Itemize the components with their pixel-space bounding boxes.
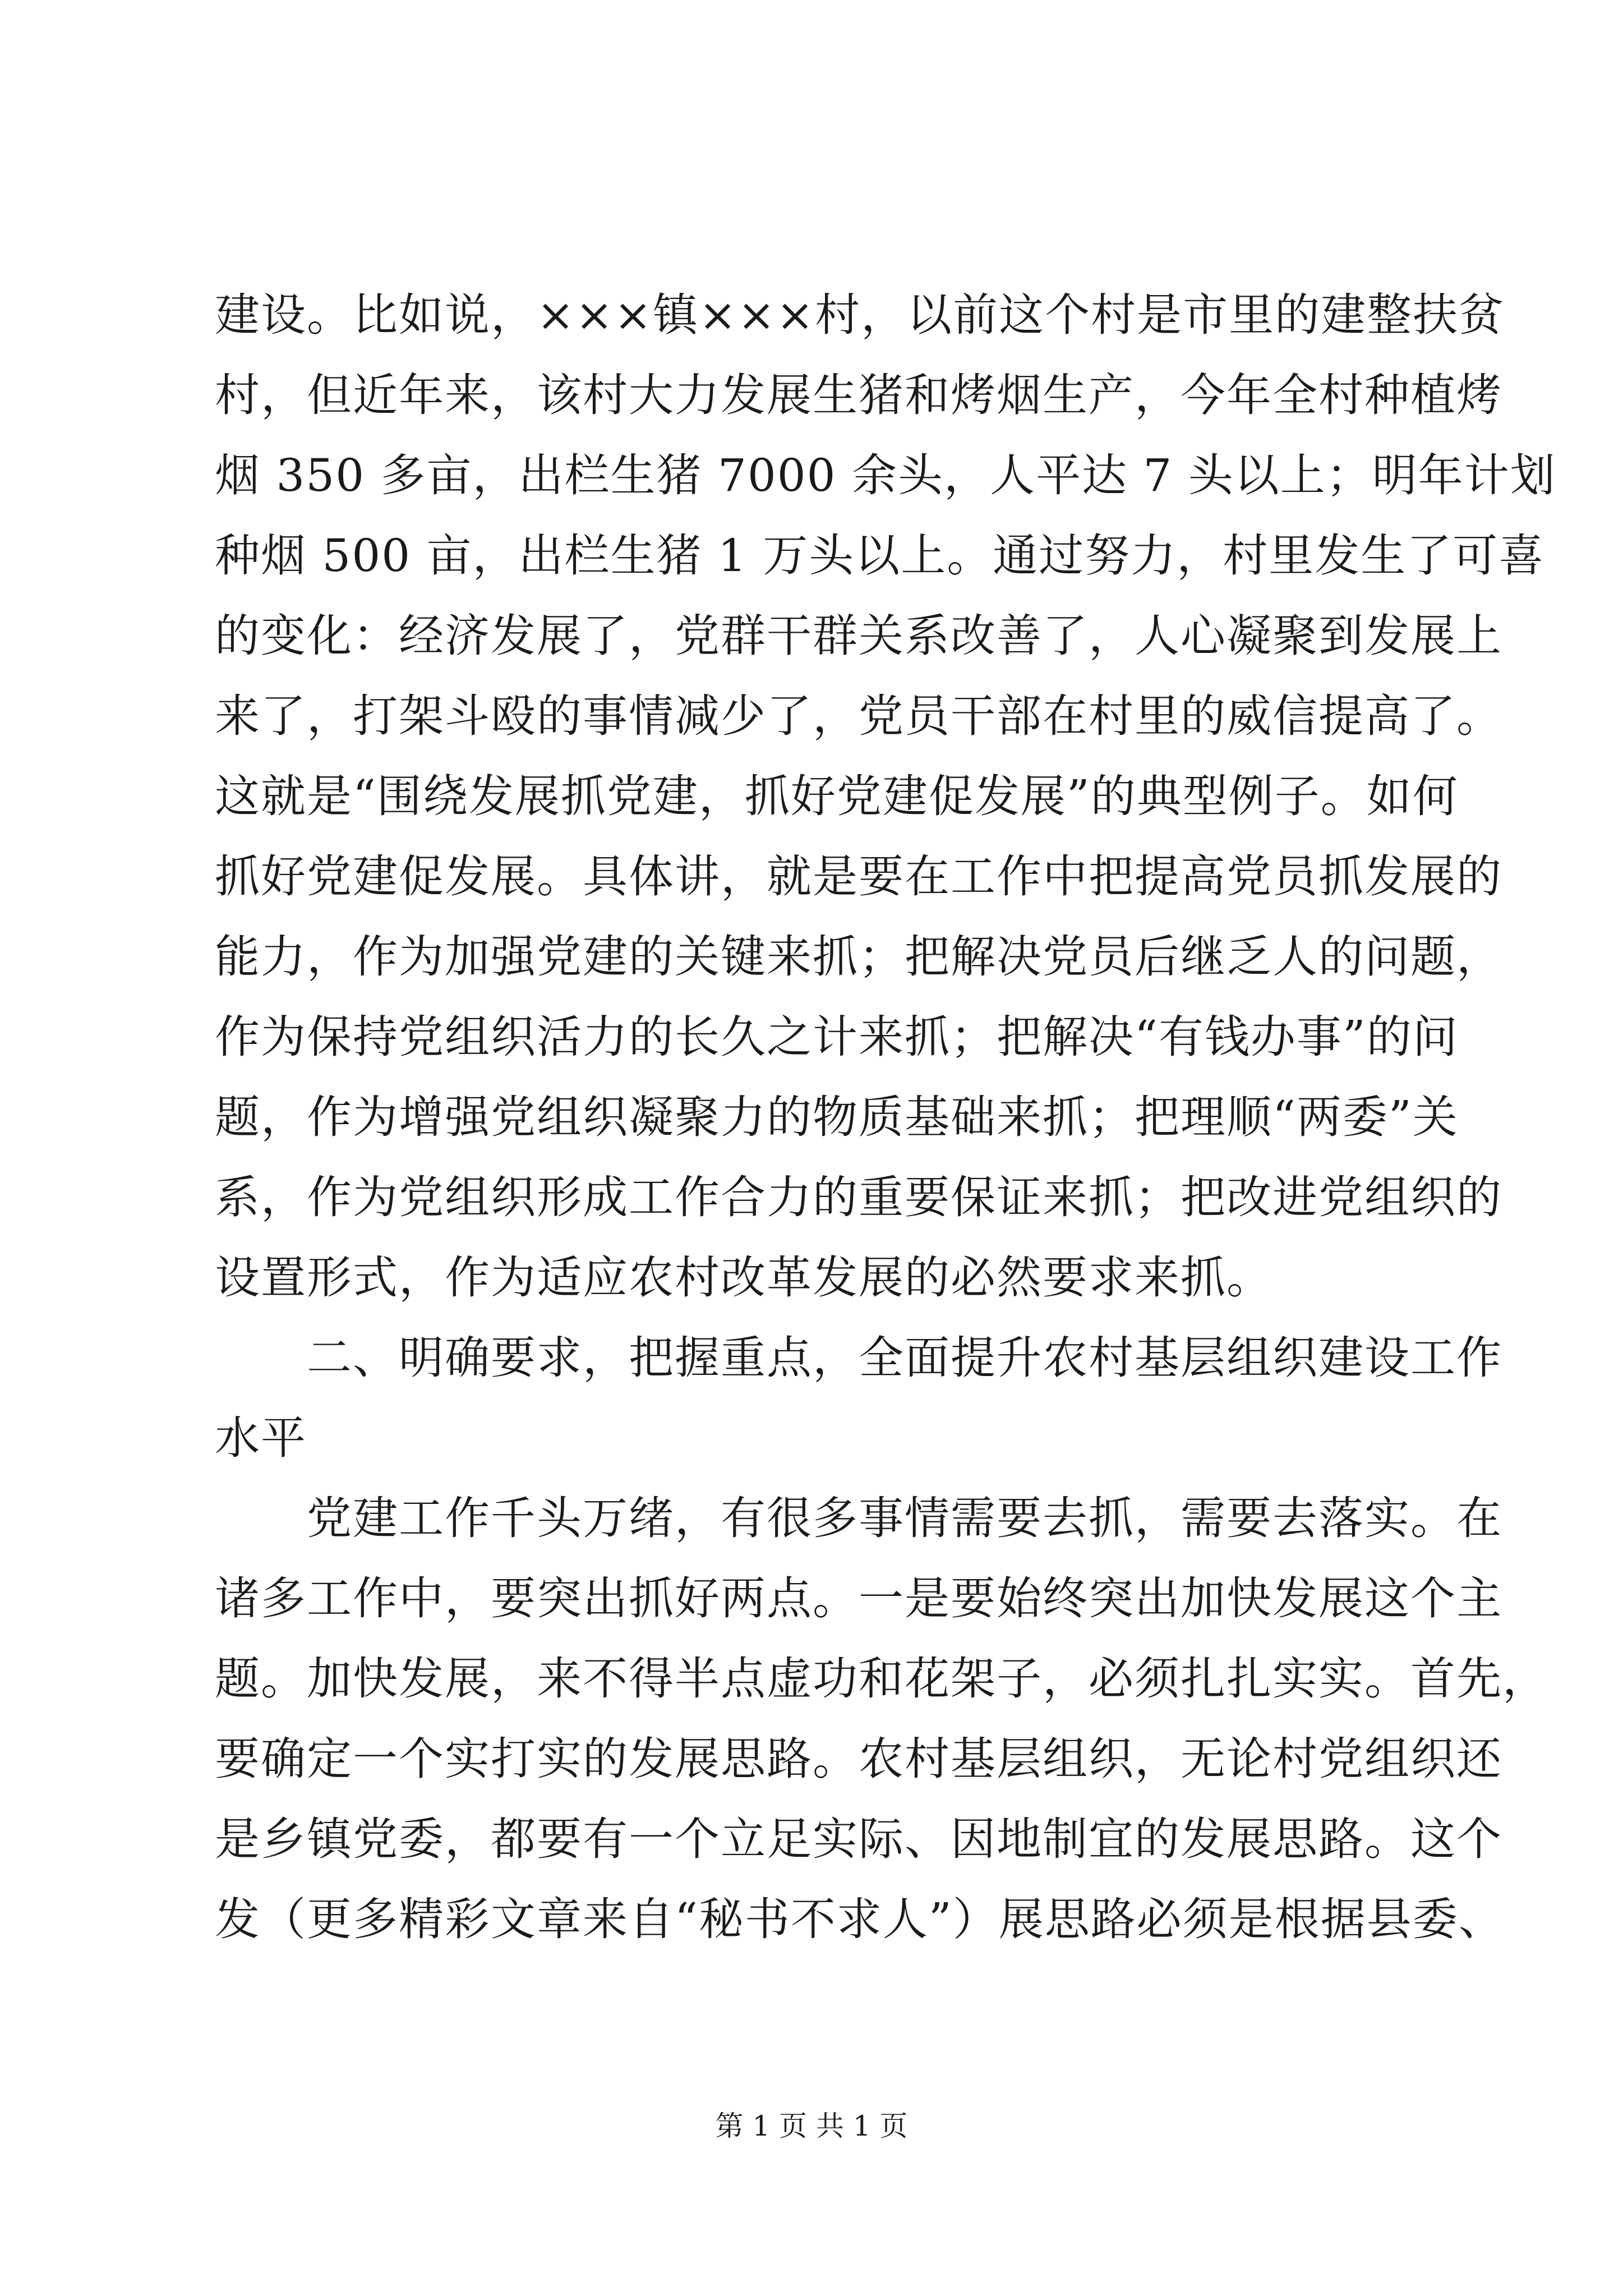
text-line: 抓好党建促发展。具体讲，就是要在工作中把提高党员抓发展的 — [215, 850, 1502, 903]
text-line: 题。加快发展，来不得半点虚功和花架子，必须扎扎实实。首先， — [215, 1653, 1548, 1705]
text-line: 系，作为党组织形成工作合力的重要保证来抓；把改进党组织的 — [215, 1171, 1502, 1223]
text-line: 来了，打架斗殴的事情减少了，党员干部在村里的威信提高了。 — [215, 690, 1502, 742]
text-line: 村，但近年来，该村大力发展生猪和烤烟生产，今年全村种植烤 — [215, 369, 1502, 421]
text-line: 设置形式，作为适应农村改革发展的必然要求来抓。 — [215, 1251, 1272, 1304]
text-line: 作为保持党组织活力的长久之计来抓；把解决“有钱办事”的问 — [215, 1011, 1459, 1063]
text-line: 这就是“围绕发展抓党建，抓好党建促发展”的典型例子。如何 — [215, 770, 1459, 822]
text-line: 诸多工作中，要突出抓好两点。一是要始终突出加快发展这个主 — [215, 1572, 1502, 1625]
text-line: 要确定一个实打实的发展思路。农村基层组织，无论村党组织还 — [215, 1733, 1502, 1785]
text-line: 能力，作为加强党建的关键来抓；把解决党员后继乏人的问题， — [215, 931, 1502, 983]
text-line: 是乡镇党委，都要有一个立足实际、因地制宜的发展思路。这个 — [215, 1813, 1502, 1865]
text-line: 题，作为增强党组织凝聚力的物质基础来抓；把理顺“两委”关 — [215, 1091, 1459, 1143]
text-line: 发（更多精彩文章来自“秘书不求人”）展思路必须是根据县委、 — [215, 1893, 1505, 1945]
text-line: 党建工作千头万绪，有很多事情需要去抓，需要去落实。在 — [215, 1492, 1502, 1544]
section-heading-line: 水平 — [215, 1412, 307, 1464]
section-heading-line: 二、明确要求，把握重点，全面提升农村基层组织建设工作 — [215, 1332, 1502, 1384]
text-line: 烟 350 多亩，出栏生猪 7000 余头，人平达 7 头以上；明年计划 — [215, 449, 1556, 501]
text-line: 建设。比如说，×××镇×××村，以前这个村是市里的建整扶贫 — [215, 289, 1505, 341]
text-line: 种烟 500 亩，出栏生猪 1 万头以上。通过努力，村里发生了可喜 — [215, 530, 1545, 582]
page-number-footer: 第 1 页 共 1 页 — [715, 2110, 908, 2142]
text-line: 的变化：经济发展了，党群干群关系改善了，人心凝聚到发展上 — [215, 610, 1502, 662]
document-body — [215, 275, 1556, 1959]
